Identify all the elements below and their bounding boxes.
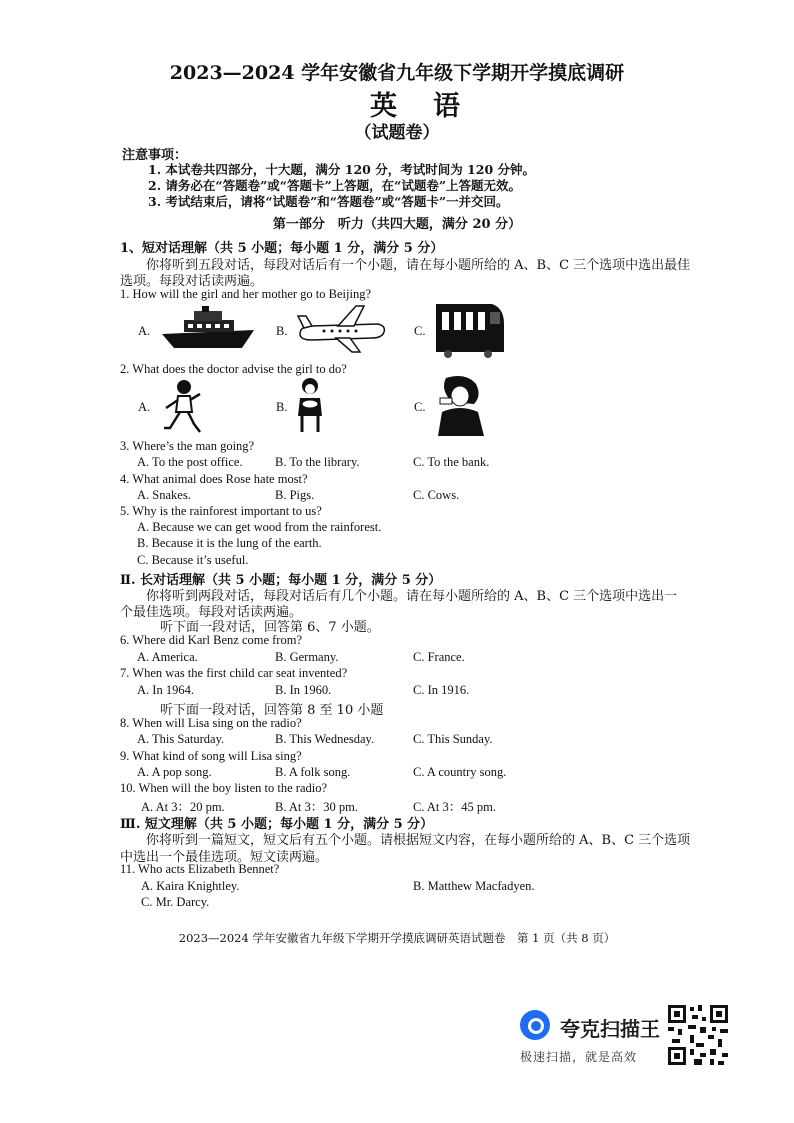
- section1-heading: 1、短对话理解（共 5 小题；每小题 1 分，满分 5 分）: [120, 241, 444, 256]
- q5-option-b: B. Because it is the lung of the earth.: [137, 536, 322, 550]
- booklet-label: （试题卷）: [354, 123, 440, 143]
- part1-heading: 第一部分 听力（共四大题，满分 20 分）: [272, 217, 522, 232]
- q2-option-a-label: A.: [138, 400, 151, 414]
- scanner-brand-name: 夸克扫描王: [560, 1017, 660, 1041]
- q11-option-a: A. Kaira Knightley.: [141, 879, 240, 893]
- question-3-stem: 3. Where’s the man going?: [120, 439, 255, 453]
- exam-title: 2023—2024 学年安徽省九年级下学期开学摸底调研: [169, 62, 625, 84]
- q11-option-b: B. Matthew Macfadyen.: [413, 879, 535, 893]
- question-1-stem: 1. How will the girl and her mother go to Beijing?: [120, 287, 371, 301]
- train-icon: [432, 300, 506, 358]
- section1-instruction-cont: 选项。每段对话读两遍。: [120, 274, 264, 289]
- section1-instruction: 你将听到五段对话，每段对话后有一个小题，请在每小题所给的 A、B、C 三个选项中选出最佳: [146, 258, 691, 273]
- q9-option-b: B. A folk song.: [275, 765, 351, 779]
- q3-option-b: B. To the library.: [275, 455, 360, 469]
- question-11-stem: 11. Who acts Elizabeth Bennet?: [120, 862, 280, 876]
- notes-heading: 注意事项：: [122, 148, 188, 163]
- note-item: 2. 请务必在“答题卷”或“答题卡”上答题，在“试题卷”上答题无效。: [148, 178, 522, 193]
- question-8-stem: 8. When will Lisa sing on the radio?: [120, 716, 302, 730]
- child-eating-icon: [292, 376, 328, 434]
- scanner-logo-icon: [520, 1010, 550, 1040]
- q10-option-a: A. At 3：20 pm.: [141, 800, 225, 814]
- section3-instruction-cont: 中选出一个最佳选项。短文读两遍。: [120, 850, 329, 865]
- question-9-stem: 9. What kind of song will Lisa sing?: [120, 749, 302, 763]
- question-4-stem: 4. What animal does Rose hate most?: [120, 472, 308, 486]
- section2-heading: Ⅱ. 长对话理解（共 5 小题；每小题 1 分，满分 5 分）: [120, 573, 442, 588]
- question-10-stem: 10. When will the boy listen to the radio?: [120, 781, 328, 795]
- question-5-stem: 5. Why is the rainforest important to us?: [120, 504, 322, 518]
- q8-option-a: A. This Saturday.: [137, 732, 225, 746]
- q1-option-c-label: C.: [414, 324, 426, 338]
- q9-option-c: C. A country song.: [413, 765, 507, 779]
- subject-title: 英语: [370, 91, 496, 122]
- ship-icon: [158, 306, 258, 352]
- q5-option-c: C. Because it’s useful.: [137, 553, 249, 567]
- q6-option-a: A. America.: [137, 650, 198, 664]
- q8-option-b: B. This Wednesday.: [275, 732, 375, 746]
- q10-option-b: B. At 3：30 pm.: [275, 800, 358, 814]
- q6-option-b: B. Germany.: [275, 650, 339, 664]
- q9-option-a: A. A pop song.: [137, 765, 212, 779]
- running-girl-icon: [160, 378, 204, 434]
- section2-sub1: 听下面一段对话，回答第 6、7 小题。: [160, 620, 380, 635]
- question-6-stem: 6. Where did Karl Benz come from?: [120, 633, 302, 647]
- section2-sub2: 听下面一段对话，回答第 8 至 10 小题: [160, 703, 384, 718]
- question-2-stem: 2. What does the doctor advise the girl to do?: [120, 362, 347, 376]
- q6-option-c: C. France.: [413, 650, 465, 664]
- q1-option-b-label: B.: [276, 324, 288, 338]
- q3-option-c: C. To the bank.: [413, 455, 490, 469]
- q4-option-a: A. Snakes.: [137, 488, 191, 502]
- note-item: 3. 考试结束后，请将“试题卷”和“答题卷”或“答题卡”一并交回。: [148, 194, 509, 209]
- section3-heading: Ⅲ. 短文理解（共 5 小题；每小题 1 分，满分 5 分）: [120, 817, 434, 832]
- question-7-stem: 7. When was the first child car seat invented?: [120, 666, 348, 680]
- q7-option-b: B. In 1960.: [275, 683, 332, 697]
- q5-option-a: A. Because we can get wood from the rainforest.: [137, 520, 382, 534]
- section3-instruction: 你将听到一篇短文，短文后有五个小题。请根据短文内容，在每小题所给的 A、B、C 三个选项: [146, 833, 691, 848]
- scanner-tagline: 极速扫描，就是高效: [520, 1050, 638, 1064]
- section2-instruction-cont: 个最佳选项。每段对话读两遍。: [120, 605, 303, 620]
- note-item: 1. 本试卷共四部分，十大题，满分 120 分，考试时间为 120 分钟。: [148, 162, 535, 177]
- woman-drinking-icon: [432, 374, 488, 436]
- q11-option-c: C. Mr. Darcy.: [141, 895, 210, 909]
- q3-option-a: A. To the post office.: [137, 455, 243, 469]
- q4-option-c: C. Cows.: [413, 488, 460, 502]
- q2-option-b-label: B.: [276, 400, 288, 414]
- q8-option-c: C. This Sunday.: [413, 732, 493, 746]
- page-footer: 2023—2024 学年安徽省九年级下学期开学摸底调研英语试题卷 第 1 页（共 8 页）: [178, 931, 616, 945]
- section2-instruction: 你将听到两段对话，每段对话后有几个小题。请在每小题所给的 A、B、C 三个选项中选出一: [146, 589, 678, 604]
- q1-option-a-label: A.: [138, 324, 151, 338]
- q4-option-b: B. Pigs.: [275, 488, 315, 502]
- qr-code-icon: [666, 1003, 730, 1067]
- q7-option-a: A. In 1964.: [137, 683, 194, 697]
- airplane-icon: [296, 304, 388, 354]
- q7-option-c: C. In 1916.: [413, 683, 470, 697]
- q10-option-c: C. At 3：45 pm.: [413, 800, 496, 814]
- q2-option-c-label: C.: [414, 400, 426, 414]
